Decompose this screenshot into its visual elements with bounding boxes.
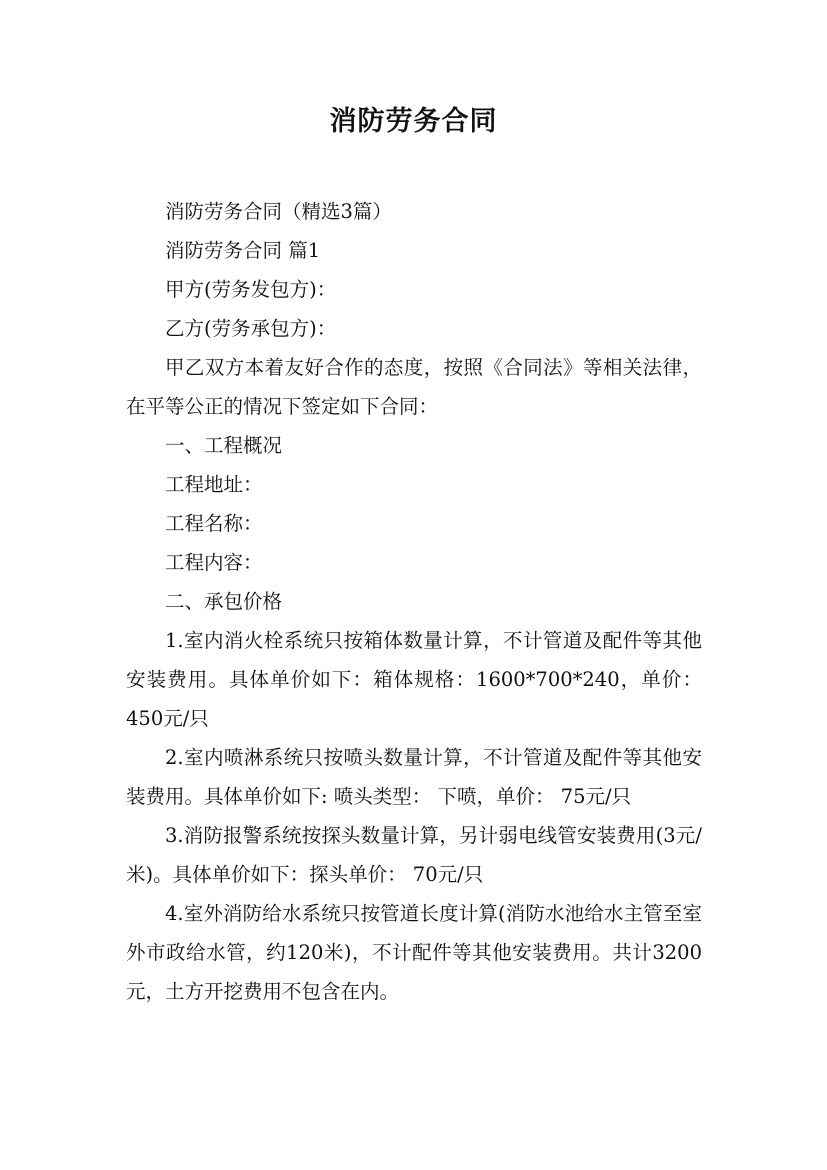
paragraph-subtitle: 消防劳务合同（精选3篇） bbox=[165, 200, 392, 223]
paragraph-preamble: 甲乙双方本着友好合作的态度，按照《合同法》等相关法律，在平等公正的情况下签定如下合同： bbox=[126, 356, 702, 418]
paragraph-party-b: 乙方(劳务承包方)： bbox=[165, 317, 337, 340]
paragraph-project-content: 工程内容： bbox=[165, 551, 263, 574]
paragraph-item-2: 2.室内喷淋系统只按喷头数量计算，不计管道及配件等其他安装费用。具体单价如下: 喷头类型： 下喷，单价： 75元/只 bbox=[126, 746, 702, 808]
paragraph-heading-price: 二、承包价格 bbox=[165, 590, 283, 613]
paragraph-heading-overview: 一、工程概况 bbox=[165, 434, 283, 457]
paragraph-item-4: 4.室外消防给水系统只按管道长度计算(消防水池给水主管至室外市政给水管，约120米)，不计配件等其他安装费用。共计3200元，土方开挖费用不包含在内。 bbox=[126, 902, 702, 1003]
paragraph-item-1: 1.室内消火栓系统只按箱体数量计算，不计管道及配件等其他安装费用。具体单价如下：箱体规格：1600*700*240，单价： 450元/只 bbox=[126, 629, 702, 730]
document-body bbox=[126, 192, 702, 1011]
paragraph-project-address: 工程地址： bbox=[165, 473, 263, 496]
document-title: 消防劳务合同 bbox=[329, 106, 498, 137]
paragraph-project-name: 工程名称： bbox=[165, 512, 263, 535]
paragraph-party-a: 甲方(劳务发包方)： bbox=[165, 278, 337, 301]
paragraph-section-heading: 消防劳务合同 篇1 bbox=[165, 239, 321, 262]
paragraph-item-3: 3.消防报警系统按探头数量计算，另计弱电线管安装费用(3元/米)。具体单价如下：探头单价： 70元/只 bbox=[126, 824, 702, 886]
